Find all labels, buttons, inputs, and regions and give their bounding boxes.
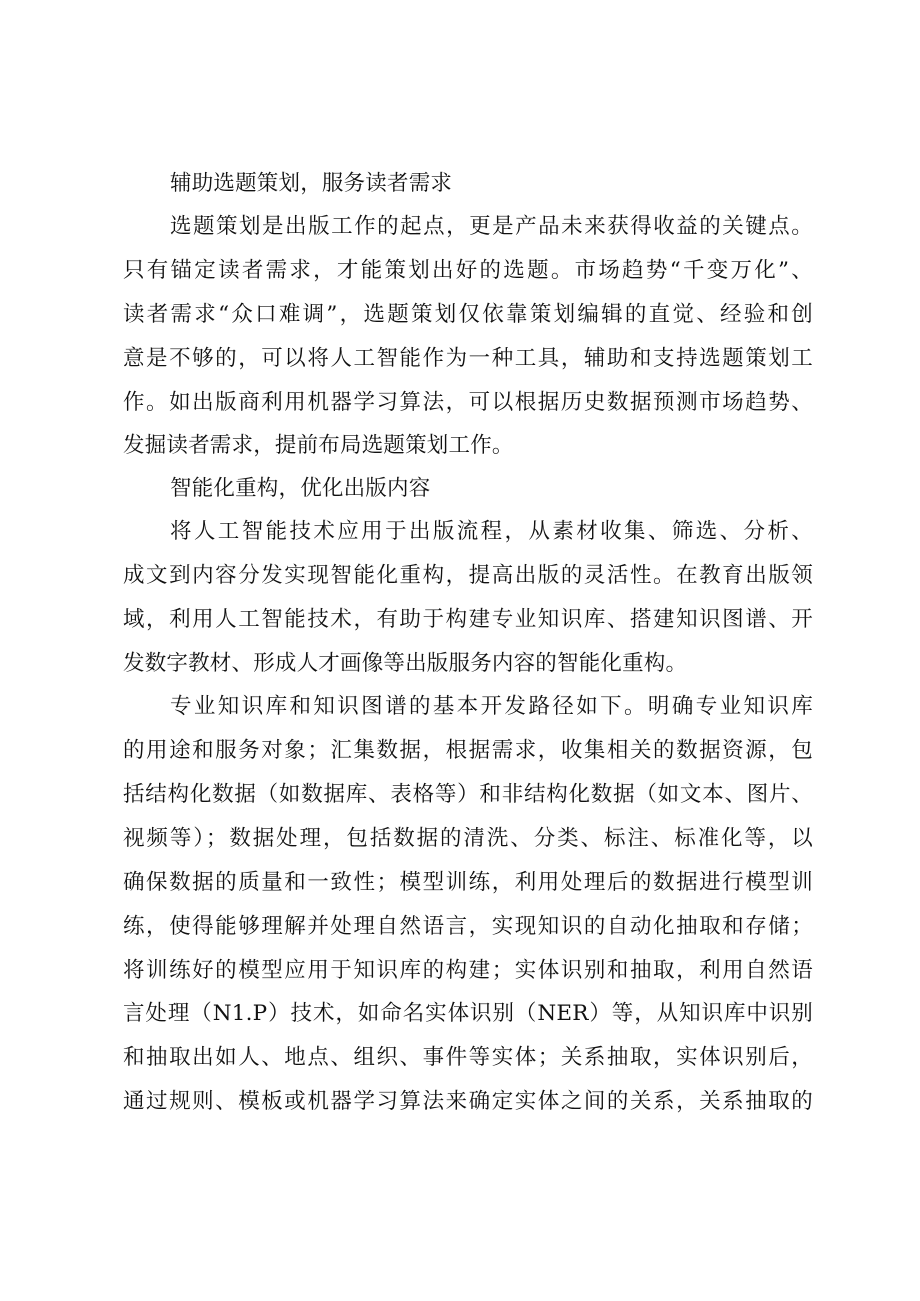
paragraph-1-line-5: 作。如出版商利用机器学习算法，可以根据历史数据预测市场趋势、 — [123, 390, 813, 415]
paragraph-3-line-5: 确保数据的质量和一致性；模型训练，利用处理后的数据进行模型训 — [123, 870, 813, 895]
paragraph-2-line-2: 成文到内容分发实现智能化重构，提高出版的灵活性。在教育出版领 — [123, 563, 813, 588]
paragraph-1-line-3: 读者需求“众口难调”，选题策划仅依靠策划编辑的直觉、经验和创 — [123, 302, 813, 327]
paragraph-3-line-2: 的用途和服务对象；汇集数据，根据需求，收集相关的数据资源，包 — [123, 738, 813, 763]
paragraph-3-line-10: 通过规则、模板或机器学习算法来确定实体之间的关系，关系抽取的 — [123, 1089, 813, 1114]
section-heading-2: 智能化重构，优化出版内容 — [170, 476, 431, 501]
paragraph-1-line-6: 发掘读者需求，提前布局选题策划工作。 — [123, 433, 514, 458]
paragraph-1-line-1: 选题策划是出版工作的起点，更是产品未来获得收益的关键点。 — [170, 214, 813, 239]
paragraph-3-line-8: 言处理（N1.P）技术，如命名实体识别（NER）等，从知识库中识别 — [123, 1001, 813, 1026]
paragraph-3-line-6: 练，使得能够理解并处理自然语言，实现知识的自动化抽取和存储； — [123, 914, 813, 939]
paragraph-3-line-3: 括结构化数据（如数据库、表格等）和非结构化数据（如文本、图片、 — [123, 782, 813, 807]
paragraph-3-line-4: 视频等）；数据处理，包括数据的清洗、分类、标注、标准化等，以 — [123, 826, 813, 851]
paragraph-3-line-1: 专业知识库和知识图谱的基本开发路径如下。明确专业知识库 — [170, 694, 813, 719]
section-heading-1: 辅助选题策划，服务读者需求 — [170, 171, 453, 196]
paragraph-2-line-4: 发数字教材、形成人才画像等出版服务内容的智能化重构。 — [123, 651, 688, 676]
paragraph-1-line-4: 意是不够的，可以将人工智能作为一种工具，辅助和支持选题策划工 — [123, 346, 813, 371]
paragraph-1-line-2: 只有锚定读者需求，才能策划出好的选题。市场趋势“千变万化”、 — [123, 258, 813, 283]
paragraph-3-line-7: 将训练好的模型应用于知识库的构建；实体识别和抽取，利用自然语 — [123, 958, 813, 983]
paragraph-2-line-1: 将人工智能技术应用于出版流程，从素材收集、筛选、分析、 — [170, 519, 813, 544]
paragraph-2-line-3: 域，利用人工智能技术，有助于构建专业知识库、搭建知识图谱、开 — [123, 607, 813, 632]
paragraph-3-line-9: 和抽取出如人、地点、组织、事件等实体；关系抽取，实体识别后， — [123, 1045, 813, 1070]
